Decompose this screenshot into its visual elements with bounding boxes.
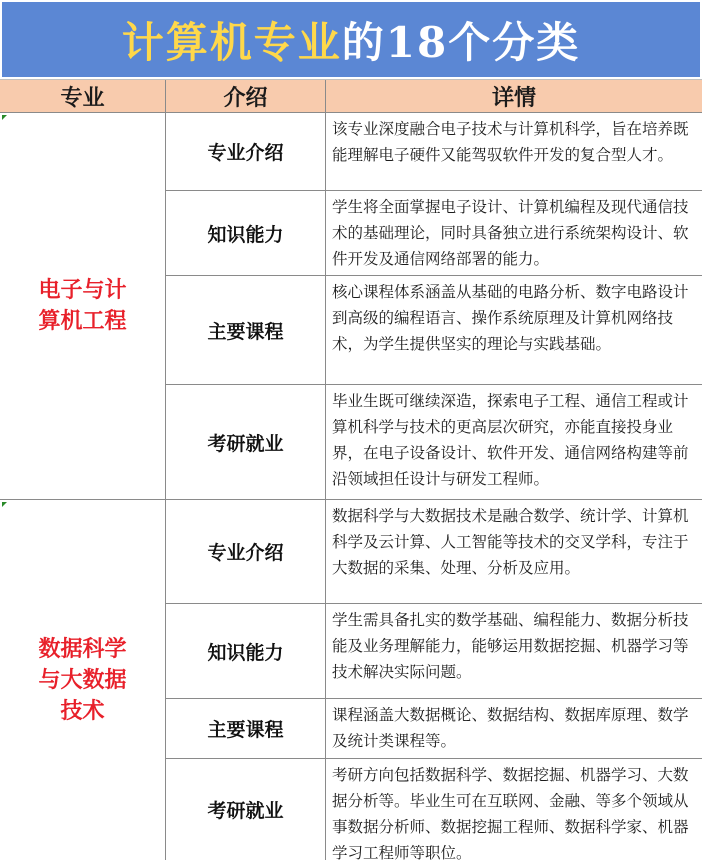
table-row [166, 604, 702, 699]
major-name: 数据科学与大数据技术 [38, 635, 127, 724]
table-row [166, 191, 702, 276]
category-label: 专业介绍 [166, 113, 326, 190]
major-group-ece [0, 113, 702, 500]
category-label: 主要课程 [166, 699, 326, 758]
table-row [166, 385, 702, 499]
table-row [166, 276, 702, 385]
table-row [166, 759, 702, 860]
major-group-data-science [0, 500, 702, 860]
table-row [166, 500, 702, 604]
detail-text: 课程涵盖大数据概论、数据结构、数据库原理、数学及统计类课程等。 [332, 706, 689, 750]
table-row [166, 113, 702, 191]
header-intro: 介绍 [166, 80, 326, 112]
category-label: 考研就业 [166, 759, 326, 860]
table-row [166, 699, 702, 759]
detail-text: 该专业深度融合电子技术与计算机科学，旨在培养既能理解电子硬件又能驾驭软件开发的复合型人才。 [332, 120, 689, 164]
title-highlight: 计算机专业 [121, 17, 342, 67]
major-cell [0, 113, 166, 499]
detail-text: 学生将全面掌握电子设计、计算机编程及现代通信技术的基础理论，同时具备独立进行系统架构设计、软件开发及通信网络部署的能力。 [332, 198, 689, 268]
major-cell [0, 500, 166, 860]
category-label: 知识能力 [166, 604, 326, 698]
header-major: 专业 [0, 80, 166, 112]
detail-text: 毕业生既可继续深造，探索电子工程、通信工程或计算机科学与技术的更高层次研究，亦能直接投身业界，在电子设备设计、软件开发、通信网络构建等前沿领域担任设计与研发工程师。 [332, 392, 689, 488]
category-label: 专业介绍 [166, 500, 326, 603]
major-name: 电子与计算机工程 [38, 277, 127, 334]
detail-text: 考研方向包括数据科学、数据挖掘、机器学习、大数据分析等。毕业生可在互联网、金融、等多个领域从事数据分析师、数据挖掘工程师、数据科学家、机器学习工程师等职位。 [332, 766, 689, 860]
detail-text: 学生需具备扎实的数学基础、编程能力、数据分析技能及业务理解能力，能够运用数据挖掘、机器学习等技术解决实际问题。 [332, 611, 689, 681]
table-header [0, 79, 702, 113]
page-title [0, 0, 702, 79]
category-label: 主要课程 [166, 276, 326, 384]
category-label: 考研就业 [166, 385, 326, 499]
detail-text: 核心课程体系涵盖从基础的电路分析、数字电路设计到高级的编程语言、操作系统原理及计算机网络技术，为学生提供坚实的理论与实践基础。 [332, 283, 689, 353]
category-label: 知识能力 [166, 191, 326, 275]
title-rest: 的18个分类 [341, 17, 581, 67]
header-detail: 详情 [491, 84, 536, 111]
detail-text: 数据科学与大数据技术是融合数学、统计学、计算机科学及云计算、人工智能等技术的交叉学科，专注于大数据的采集、处理、分析及应用。 [332, 507, 689, 577]
